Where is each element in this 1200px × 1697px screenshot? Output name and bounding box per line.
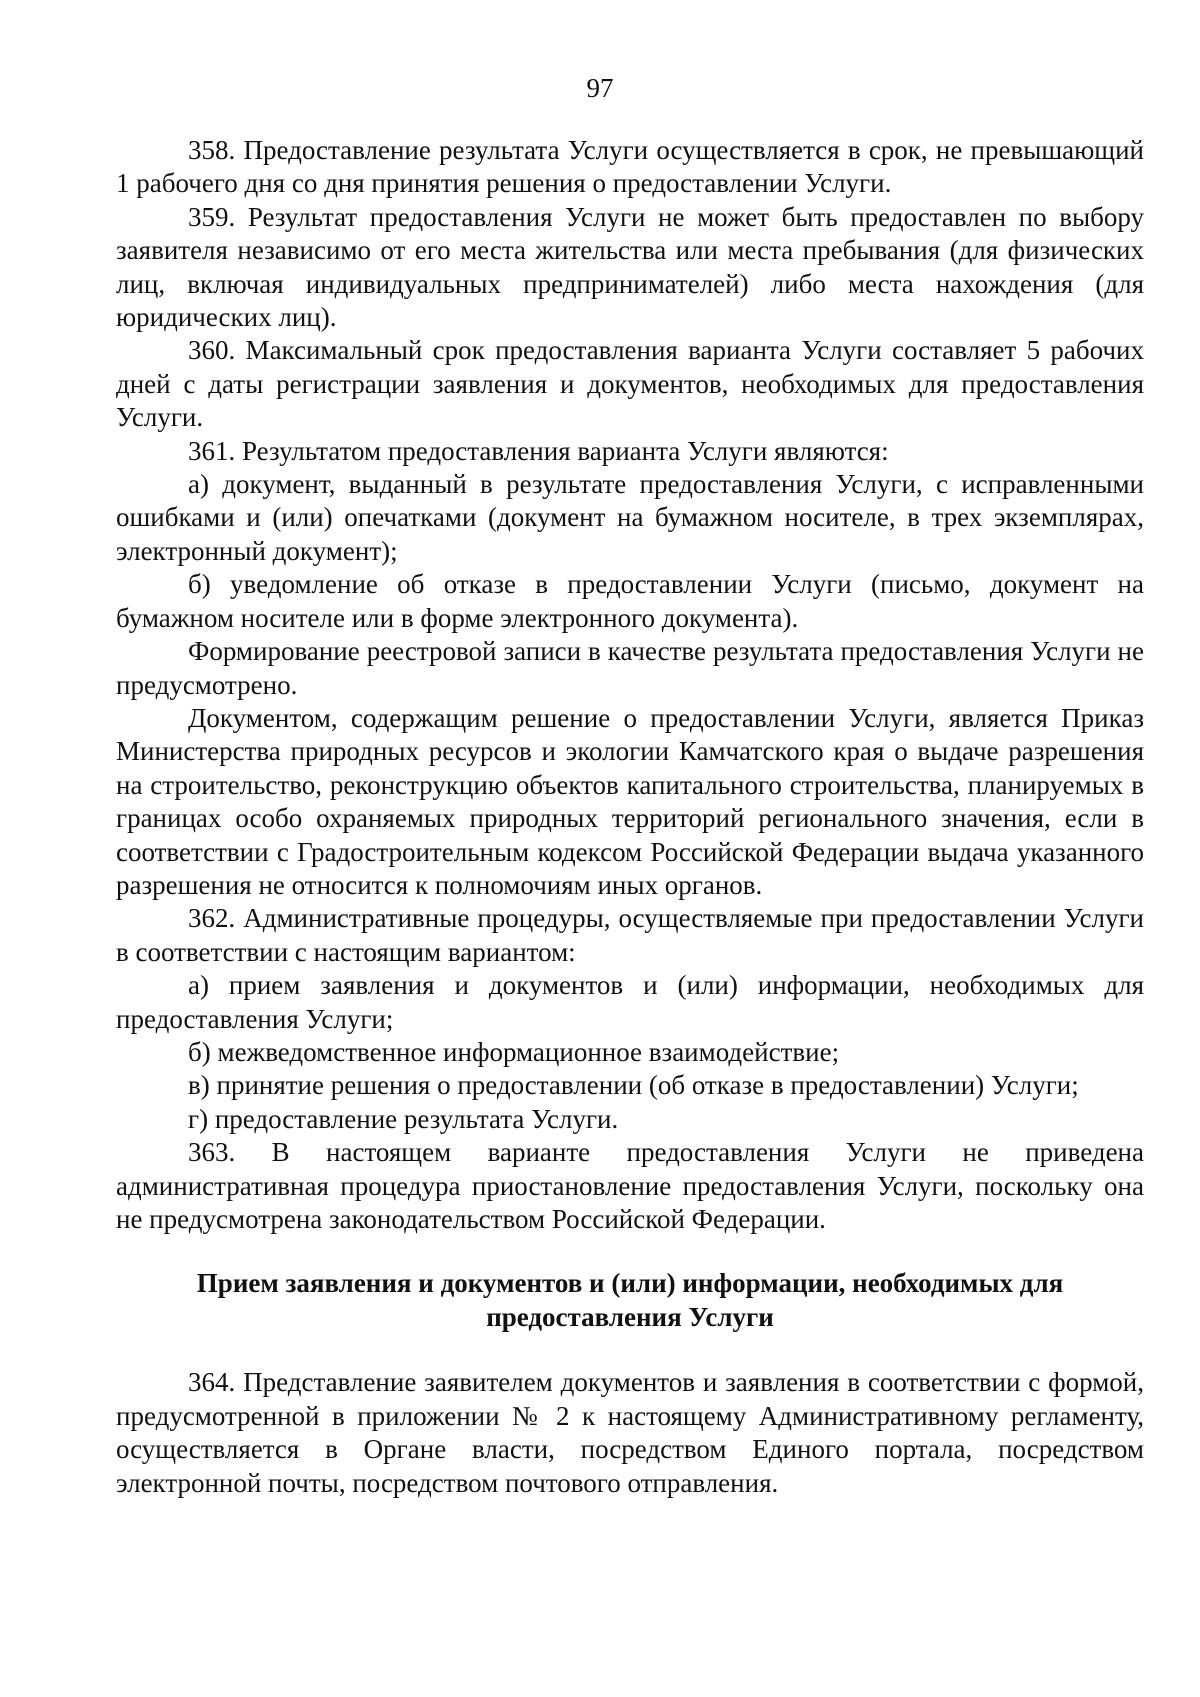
list-item-362-a: а) прием заявления и документов и (или) информации, необходимых для предоставления Услуги; — [116, 970, 1144, 1034]
paragraph-decision-document: Документом, содержащим решение о предоставлении Услуги, является Приказ Министерства природных ресурсов и экологии Камчатского края о выдаче разрешения на строительство, реконструкцию объектов капитального строительства, планируемых в границах особо охраняемых природных территорий регионального значения, если в соответствии с Градостроительным кодексом Российской Федерации выдача указанного разрешения не относится к полномочиям иных органов. — [116, 702, 1144, 900]
list-item-361-b: б) уведомление об отказе в предоставлении Услуги (письмо, документ на бумажном носителе или в форме электронного документа). — [116, 569, 1144, 633]
page-number: 97 — [586, 73, 614, 103]
paragraph-361: 361. Результатом предоставления варианта Услуги являются: — [188, 435, 889, 466]
paragraph-363: 363. В настоящем варианте предоставления Услуги не приведена административная процедура приостановление предоставления Услуги, поскольку она не предусмотрена законодательством Российской Федерации. — [116, 1137, 1144, 1234]
document-body — [116, 134, 1144, 1500]
paragraph-registry-record: Формирование реестровой записи в качестве результата предоставления Услуги не предусмотрено. — [116, 636, 1144, 700]
section-heading: Прием заявления и документов и (или) информации, необходимых для предоставления Услуги — [196, 1268, 1064, 1333]
paragraph-364: 364. Представление заявителем документов и заявления в соответствии с формой, предусмотренной в приложении № 2 к настоящему Административному регламенту, осуществляется в Органе власти, посредством Единого портала, посредством электронной почты, посредством почтового отправления. — [116, 1367, 1144, 1498]
paragraph-358: 358. Предоставление результата Услуги осуществляется в срок, не превышающий 1 рабочего дня со дня принятия решения о предоставлении Услуги. — [116, 135, 1144, 199]
paragraph-359: 359. Результат предоставления Услуги не может быть предоставлен по выбору заявителя независимо от его места жительства или места пребывания (для физических лиц, включая индивидуальных предпринимателей) либо места нахождения (для юридических лиц). — [116, 201, 1144, 333]
list-item-362-b: б) межведомственное информационное взаимодействие; — [188, 1036, 840, 1067]
paragraph-362: 362. Административные процедуры, осуществляемые при предоставлении Услуги в соответствии с настоящим вариантом: — [116, 903, 1144, 967]
list-item-361-a: а) документ, выданный в результате предоставления Услуги, с исправленными ошибками и (или) опечатками (документ на бумажном носителе, в трех экземплярах, электронный документ); — [116, 469, 1144, 566]
list-item-362-v: в) принятие решения о предоставлении (об отказе в предоставлении) Услуги; — [188, 1070, 1079, 1101]
paragraph-360: 360. Максимальный срок предоставления варианта Услуги составляет 5 рабочих дней с даты регистрации заявления и документов, необходимых для предоставления Услуги. — [116, 335, 1144, 433]
list-item-362-g: г) предоставление результата Услуги. — [188, 1103, 619, 1134]
